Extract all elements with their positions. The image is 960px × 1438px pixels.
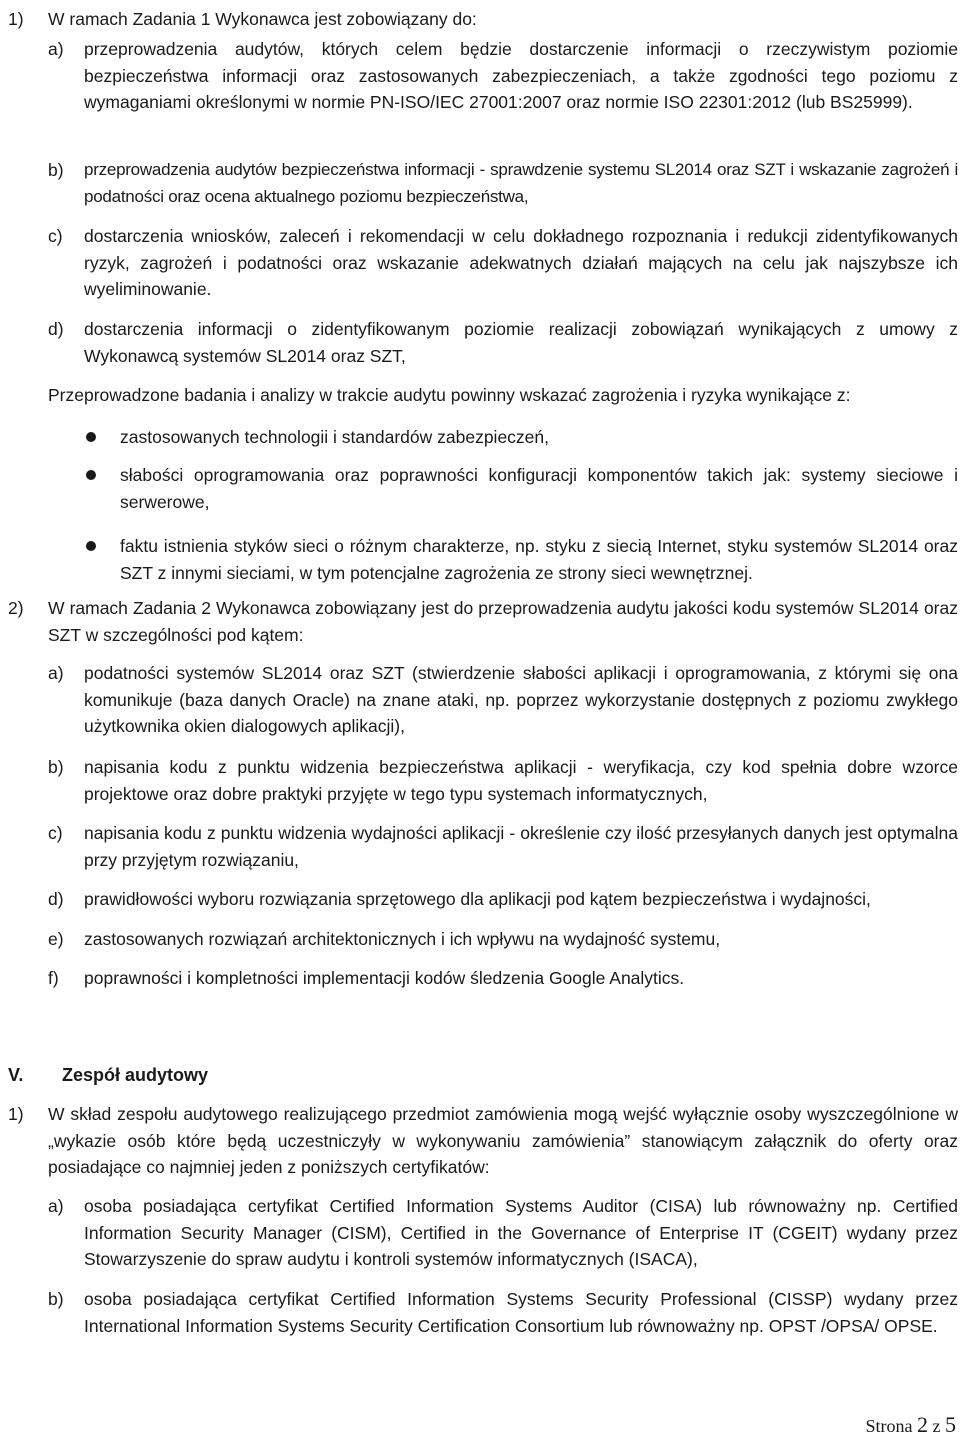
section-v-item-b <box>48 1286 960 1339</box>
item-text: osoba posiadająca certyfikat Certified Information Systems Auditor (CISA) lub równoważny np. Certified Information Security Manager (CISM), Certified in the Governance of Enterprise IT (CGEIT) wydany przez Stowarzyszenie do spraw audytu i kontroli systemów informatycznych (ISACA), <box>84 1196 958 1269</box>
item-text: osoba posiadająca certyfikat Certified Information Systems Security Professional (CISSP) wydany przez International Information Systems Security Certification Consortium lub równoważny np. OPST /OPSA/ OPSE. <box>84 1289 958 1336</box>
item-marker: a) <box>48 1196 64 1216</box>
item-text: przeprowadzenia audytów, których celem będzie dostarczenie informacji o rzeczywistym poziomie bezpieczeństwa informacji oraz zastosowanych zabezpieczeniach, a także zgodności tego poziomu z wymaganiami określonymi w normie PN-ISO/IEC 27001:2007 oraz normie ISO 22301:2012 (lub BS25999). <box>84 39 958 112</box>
item-marker: c) <box>48 823 63 843</box>
item-text: zastosowanych rozwiązań architektonicznych i ich wpływu na wydajność systemu, <box>84 929 721 949</box>
section-v-number: V. <box>8 1065 24 1085</box>
bullet-icon <box>86 432 96 442</box>
paragraph-text: W skład zespołu audytowego realizującego przedmiot zamówienia mogą wejść wyłącznie osoby wyszczególnione w „wykazie osób które będą uczestniczyły w wykonywaniu zamówienia” stanowiącym załącznik do oferty oraz posiadające co najmniej jeden z poniższych certyfikatów: <box>48 1104 958 1177</box>
section-1-item-b <box>48 157 960 210</box>
section-v-heading <box>8 1062 208 1088</box>
item-text: napisania kodu z punktu widzenia wydajności aplikacji - określenie czy ilość przesyłanych danych jest optymalna przy przyjętym rozwiązaniu, <box>84 823 958 870</box>
item-text: poprawności i kompletności implementacji kodów śledzenia Google Analytics. <box>84 968 685 988</box>
section-2 <box>8 595 960 648</box>
bullet-item: słabości oprogramowania oraz poprawności konfiguracji komponentów takich jak: systemy sieciowe i serwerowe, <box>120 465 958 512</box>
page-footer <box>866 1412 957 1438</box>
item-marker: e) <box>48 929 64 949</box>
section-v-title: Zespół audytowy <box>62 1065 209 1085</box>
item-marker: d) <box>48 889 64 909</box>
section-1-item-a <box>48 36 960 116</box>
section-1-marker: 1) <box>8 9 24 29</box>
bullet-item: faktu istnienia styków sieci o różnym charakterze, np. styku z siecią Internet, styku systemów SL2014 oraz SZT z innymi sieciami, w tym potencjalne zagrożenia ze strony sieci wewnętrznej. <box>120 536 958 583</box>
section-2-item-e <box>48 926 960 953</box>
section-2-item-b <box>48 754 960 807</box>
item-text: przeprowadzenia audytów bezpieczeństwa informacji - sprawdzenie systemu SL2014 oraz SZT i wskazanie zagrożeń i podatności oraz ocena aktualnego poziomu bezpieczeństwa, <box>84 160 958 206</box>
item-marker: f) <box>48 968 59 988</box>
section-2-item-d <box>48 886 960 913</box>
item-marker: a) <box>48 663 64 683</box>
footer-total-pages: 5 <box>945 1412 956 1437</box>
section-2-item-a <box>48 660 960 740</box>
bullet-item: zastosowanych technologii i standardów zabezpieczeń, <box>120 427 550 447</box>
item-marker: d) <box>48 319 64 339</box>
item-text: napisania kodu z punktu widzenia bezpieczeństwa aplikacji - weryfikacja, czy kod spełnia dobre wzorce projektowe oraz dobre praktyki przyjęte w tego typu systemach informatycznych, <box>84 757 958 804</box>
item-text: podatności systemów SL2014 oraz SZT (stwierdzenie słabości aplikacji i oprogramowania, z którymi się ona komunikuje (baza danych Oracle) na znane ataki, np. poprzez wykorzystanie dostępnych z poziomu zwykłego użytkownika okien dialogowych aplikacji), <box>84 663 958 736</box>
item-text: dostarczenia informacji o zidentyfikowanym poziomie realizacji zobowiązań wynikających z umowy z Wykonawcą systemów SL2014 oraz SZT, <box>84 319 958 366</box>
item-marker: c) <box>48 226 63 246</box>
section-2-item-c <box>48 820 960 873</box>
analysis-intro: Przeprowadzone badania i analizy w trakcie audytu powinny wskazać zagrożenia i ryzyka wynikające z: <box>48 385 851 405</box>
section-1-item-d <box>48 316 960 369</box>
section-1-item-c <box>48 223 960 303</box>
footer-page-number: 2 <box>917 1412 928 1437</box>
section-2-item-f <box>48 965 960 992</box>
bullet-icon <box>86 470 96 480</box>
section-2-text: W ramach Zadania 2 Wykonawca zobowiązany jest do przeprowadzenia audytu jakości kodu systemów SL2014 oraz SZT w szczególności pod kątem: <box>48 598 958 645</box>
section-2-marker: 2) <box>8 598 24 618</box>
item-text: dostarczenia wniosków, zaleceń i rekomendacji w celu dokładnego rozpoznania i redukcji zidentyfikowanych ryzyk, zagrożeń i podatności oraz wskazanie adekwatnych działań mających na celu jak najszybsze ich wyeliminowanie. <box>84 226 958 299</box>
section-1-text: W ramach Zadania 1 Wykonawca jest zobowiązany do: <box>48 9 477 29</box>
bullet-icon <box>86 541 96 551</box>
item-marker: b) <box>48 757 64 777</box>
paragraph-marker: 1) <box>8 1104 24 1124</box>
item-marker: a) <box>48 39 64 59</box>
item-marker: b) <box>48 1289 64 1309</box>
section-1 <box>8 6 960 33</box>
section-v-paragraph-1 <box>8 1101 960 1181</box>
footer-separator: z <box>932 1416 941 1436</box>
footer-label: Strona <box>865 1416 913 1436</box>
item-marker: b) <box>48 160 64 180</box>
item-text: prawidłowości wyboru rozwiązania sprzętowego dla aplikacji pod kątem bezpieczeństwa i wydajności, <box>84 889 871 909</box>
section-v-item-a <box>48 1193 960 1273</box>
